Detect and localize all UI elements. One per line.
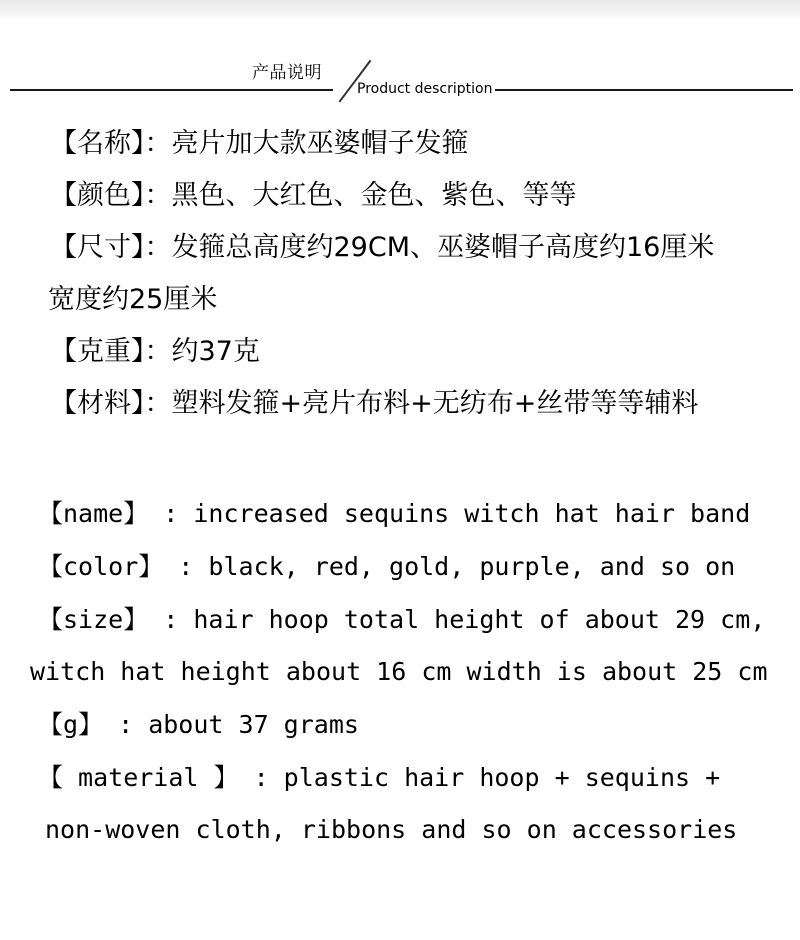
spec-material-cn: 【材料】：塑料发箍+亮片布料+无纺布+丝带等等辅料 [50,388,699,419]
spec-size-cn: 【尺寸】：发箍总高度约29CM、巫婆帽子高度约16厘米 [50,232,715,263]
spec-material-en-continued: non-woven cloth, ribbons and so on accessories [45,815,738,844]
spec-size-en: 【size】 : hair hoop total height of about 29 cm, [38,605,766,634]
section-header [0,40,800,110]
spec-weight-en: 【g】 : about 37 grams [38,710,359,739]
header-title-english: Product description [357,81,493,97]
top-shadow-strip [0,0,800,20]
spec-material-en: 【 material 】 : plastic hair hoop + sequins + [38,763,721,792]
header-rule-left [10,89,333,91]
header-rule-right [495,89,793,91]
spec-weight-cn: 【克重】：约37克 [50,336,260,367]
header-title-chinese: 产品说明 [252,63,322,83]
spec-size-cn-continued: 宽度约25厘米 [48,284,218,315]
spec-name-en: 【name】 : increased sequins witch hat hair band [38,499,751,528]
spec-color-cn: 【颜色】：黑色、大红色、金色、紫色、等等 [50,180,577,211]
spec-size-en-continued: witch hat height about 16 cm width is about 25 cm [30,657,768,686]
spec-name-cn: 【名称】：亮片加大款巫婆帽子发箍 [50,128,469,159]
spec-color-en: 【color】 : black, red, gold, purple, and so on [38,552,736,581]
